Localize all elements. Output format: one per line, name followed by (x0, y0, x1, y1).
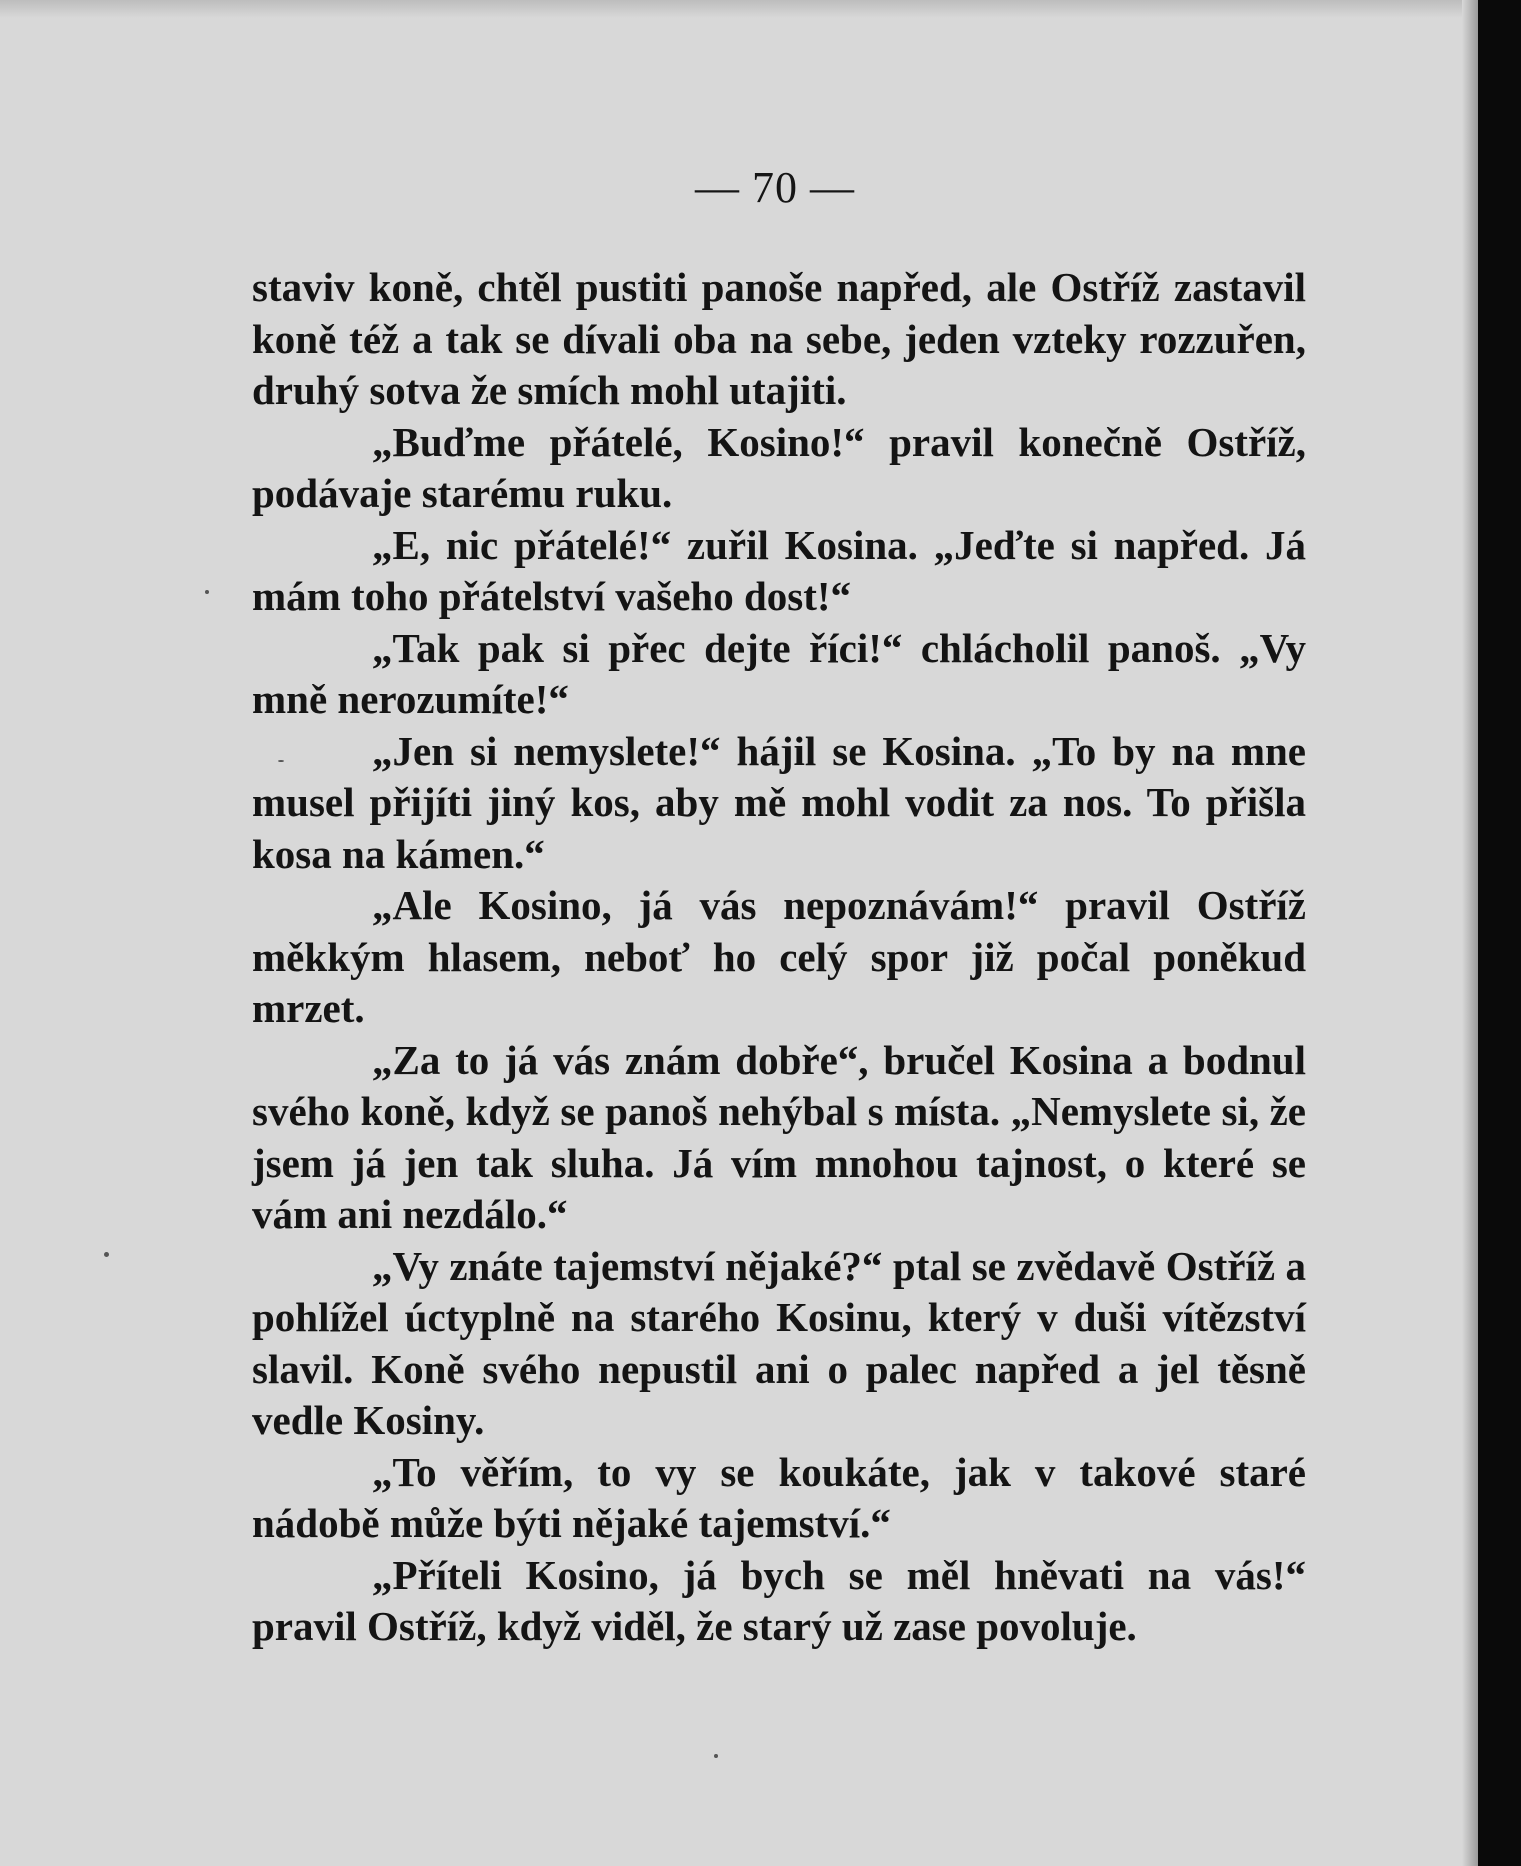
paragraph-6: „Ale Kosino, já vás nepoznávám!“ pravil Ostříž měkkým hlasem, neboť ho celý spor již počal poněkud mrzet. (252, 882, 1306, 1031)
paragraph-8: „Vy znáte tajemství nějaké?“ ptal se zvědavě Ostříž a pohlížel úctyplně na starého Kosinu, který v duši vítězství slavil. Koně svého nepustil ani o palec napřed a jel těsně vedle Kosiny. (252, 1242, 1306, 1443)
paragraph-9: „To věřím, to vy se koukáte, jak v takové staré nádobě může býti nějaké tajemství.“ (252, 1448, 1306, 1546)
page-text (252, 262, 1306, 1653)
page-edge-shadow (1462, 0, 1478, 1866)
paragraph-4: „Tak pak si přec dejte říci!“ chlácholil panoš. „Vy mně nerozumíte!“ (252, 624, 1306, 722)
paragraph-5: „Jen si nemyslete!“ hájil se Kosina. „To by na mne musel přijíti jiný kos, aby mě mohl vodit za nos. To přišla kosa na kámen.“ (252, 727, 1306, 877)
paragraph-2: „Buďme přátelé, Kosino!“ pravil konečně Ostříž, podávaje starému ruku. (252, 418, 1306, 516)
paragraph-10: „Příteli Kosino, já bych se měl hněvati na vás!“ pravil Ostříž, když viděl, že starý už zase povoluje. (252, 1551, 1306, 1649)
page-number: — 70 — (695, 163, 855, 212)
paper-speck (278, 760, 284, 762)
paper-speck (104, 1252, 109, 1257)
paragraph-7: „Za to já vás znám dobře“, bručel Kosina a bodnul svého koně, když se panoš nehýbal s místa. „Nemyslete si, že jsem já jen tak sluha. Já vím mnohou tajnost, o které se vám ani nezdálo.“ (252, 1036, 1306, 1237)
paper-speck (714, 1754, 718, 1758)
paragraph-1: staviv koně, chtěl pustiti panoše napřed, ale Ostříž zastavil koně též a tak se dívali oba na sebe, jeden vzteky rozzuřen, druhý sotva že smích mohl utajiti. (252, 264, 1306, 413)
paper-speck (205, 590, 209, 594)
page-top-shadow (0, 0, 1478, 18)
paragraph-3: „E, nic přátelé!“ zuřil Kosina. „Jeďte si napřed. Já mám toho přátelství vašeho dost!“ (252, 521, 1306, 619)
scan-border (1478, 0, 1521, 1866)
